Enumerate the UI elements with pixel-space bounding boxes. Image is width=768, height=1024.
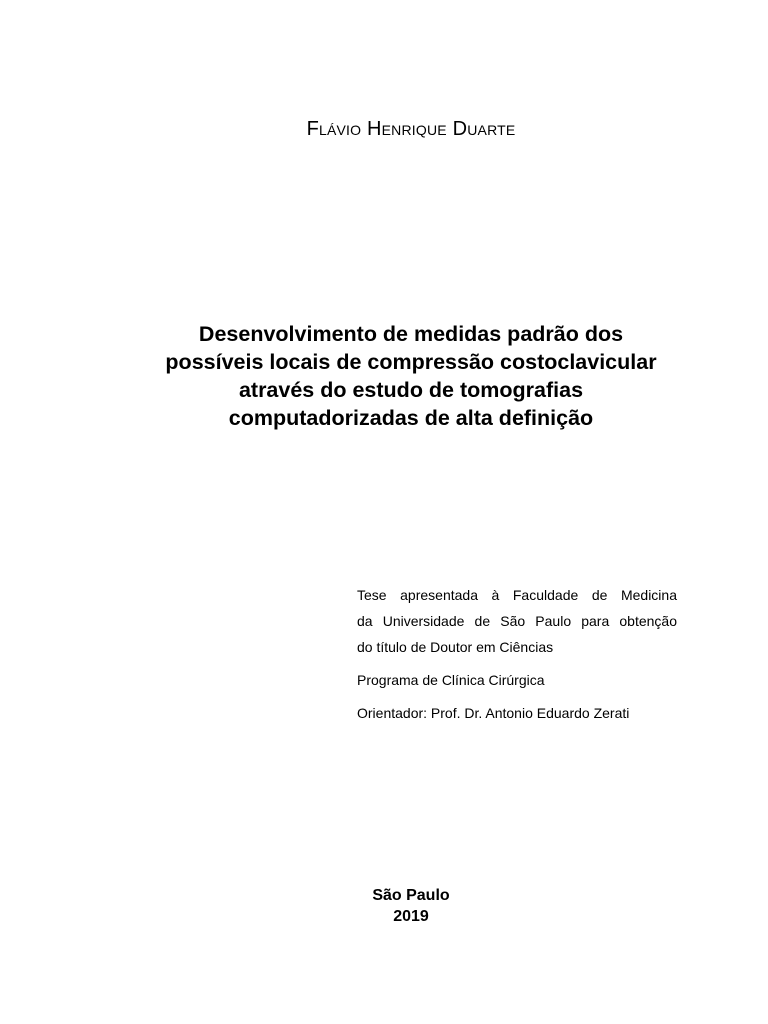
thesis-title: [120, 320, 702, 432]
footer-block: [0, 885, 768, 927]
title-line: computadorizadas de alta definição: [228, 406, 594, 430]
advisor-name: Orientador: Prof. Dr. Antonio Eduardo Zerati: [357, 705, 630, 721]
title-line: Desenvolvimento de medidas padrão dos: [198, 322, 624, 346]
thesis-statement-line: do título de Doutor em Ciências: [357, 639, 554, 655]
thesis-statement-line: Tese apresentada à Faculdade de Medicina: [357, 587, 677, 603]
thesis-statement-line: da Universidade de São Paulo para obtenção: [357, 613, 677, 629]
title-line: possíveis locais de compressão costoclavicular: [165, 350, 657, 374]
program-name: Programa de Clínica Cirúrgica: [357, 672, 545, 688]
city: São Paulo: [372, 887, 450, 904]
title-line: através do estudo de tomografias: [238, 378, 584, 402]
presentation-block: [357, 582, 677, 726]
author-name: Flávio Henrique Duarte: [306, 118, 516, 140]
year: 2019: [393, 908, 429, 925]
